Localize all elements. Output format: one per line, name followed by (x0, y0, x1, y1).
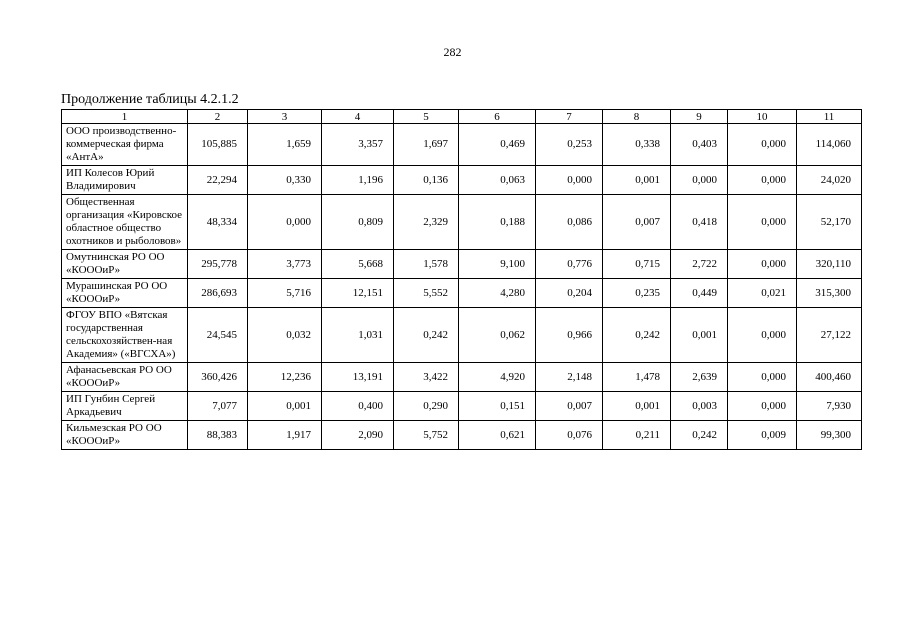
table-row (62, 195, 862, 250)
value-cell: 0,211 (603, 421, 671, 450)
value-cell: 3,422 (394, 363, 459, 392)
table-row (62, 392, 862, 421)
value-cell: 2,148 (536, 363, 603, 392)
organization-name-cell: Афанасьевская РО ОО «КОООиР» (62, 363, 188, 392)
table-row (62, 124, 862, 166)
value-cell: 0,469 (459, 124, 536, 166)
value-cell: 400,460 (797, 363, 862, 392)
value-cell: 3,357 (322, 124, 394, 166)
value-cell: 4,920 (459, 363, 536, 392)
value-cell: 1,917 (248, 421, 322, 450)
column-header: 10 (728, 110, 797, 124)
column-header: 11 (797, 110, 862, 124)
value-cell: 22,294 (188, 166, 248, 195)
value-cell: 0,063 (459, 166, 536, 195)
column-header: 8 (603, 110, 671, 124)
value-cell: 0,003 (671, 392, 728, 421)
value-cell: 0,449 (671, 279, 728, 308)
value-cell: 0,242 (671, 421, 728, 450)
value-cell: 286,693 (188, 279, 248, 308)
organization-name-cell: Кильмезская РО ОО «КОООиР» (62, 421, 188, 450)
value-cell: 12,151 (322, 279, 394, 308)
table-row (62, 308, 862, 363)
page-number: 282 (443, 45, 462, 59)
column-header: 9 (671, 110, 728, 124)
value-cell: 0,000 (728, 124, 797, 166)
value-cell: 2,329 (394, 195, 459, 250)
value-cell: 1,478 (603, 363, 671, 392)
value-cell: 315,300 (797, 279, 862, 308)
value-cell: 0,000 (536, 166, 603, 195)
value-cell: 5,668 (322, 250, 394, 279)
value-cell: 0,290 (394, 392, 459, 421)
value-cell: 0,242 (394, 308, 459, 363)
value-cell: 0,776 (536, 250, 603, 279)
value-cell: 13,191 (322, 363, 394, 392)
value-cell: 0,000 (728, 195, 797, 250)
value-cell: 1,031 (322, 308, 394, 363)
value-cell: 2,090 (322, 421, 394, 450)
organization-name-cell: ФГОУ ВПО «Вятская государственная сельскохозяйствен-ная Академия» («ВГСХА») (62, 308, 188, 363)
value-cell: 88,383 (188, 421, 248, 450)
value-cell: 5,716 (248, 279, 322, 308)
value-cell: 0,000 (728, 308, 797, 363)
value-cell: 114,060 (797, 124, 862, 166)
value-cell: 7,077 (188, 392, 248, 421)
value-cell: 12,236 (248, 363, 322, 392)
organization-name-cell: Мурашинская РО ОО «КОООиР» (62, 279, 188, 308)
value-cell: 0,001 (248, 392, 322, 421)
value-cell: 2,639 (671, 363, 728, 392)
organization-name-cell: ИП Колесов Юрий Владимирович (62, 166, 188, 195)
value-cell: 5,552 (394, 279, 459, 308)
table-row (62, 363, 862, 392)
value-cell: 0,253 (536, 124, 603, 166)
value-cell: 0,204 (536, 279, 603, 308)
value-cell: 0,062 (459, 308, 536, 363)
value-cell: 2,722 (671, 250, 728, 279)
table-row (62, 250, 862, 279)
table-row (62, 166, 862, 195)
column-header: 4 (322, 110, 394, 124)
value-cell: 1,196 (322, 166, 394, 195)
value-cell: 0,403 (671, 124, 728, 166)
value-cell: 0,000 (728, 166, 797, 195)
value-cell: 9,100 (459, 250, 536, 279)
value-cell: 0,007 (603, 195, 671, 250)
value-cell: 0,076 (536, 421, 603, 450)
data-table (61, 109, 862, 450)
organization-name-cell: ООО производственно-коммерческая фирма «АнтА» (62, 124, 188, 166)
value-cell: 0,001 (603, 166, 671, 195)
value-cell: 0,032 (248, 308, 322, 363)
value-cell: 4,280 (459, 279, 536, 308)
value-cell: 3,773 (248, 250, 322, 279)
value-cell: 0,000 (671, 166, 728, 195)
value-cell: 0,000 (728, 250, 797, 279)
organization-name-cell: Омутнинская РО ОО «КОООиР» (62, 250, 188, 279)
value-cell: 5,752 (394, 421, 459, 450)
value-cell: 320,110 (797, 250, 862, 279)
value-cell: 295,778 (188, 250, 248, 279)
column-header: 5 (394, 110, 459, 124)
value-cell: 0,809 (322, 195, 394, 250)
value-cell: 0,418 (671, 195, 728, 250)
header-row (62, 110, 862, 124)
value-cell: 99,300 (797, 421, 862, 450)
value-cell: 0,188 (459, 195, 536, 250)
value-cell: 0,001 (671, 308, 728, 363)
value-cell: 1,578 (394, 250, 459, 279)
value-cell: 24,545 (188, 308, 248, 363)
value-cell: 48,334 (188, 195, 248, 250)
value-cell: 27,122 (797, 308, 862, 363)
value-cell: 0,715 (603, 250, 671, 279)
organization-name-cell: ИП Гунбин Сергей Аркадьевич (62, 392, 188, 421)
value-cell: 0,338 (603, 124, 671, 166)
value-cell: 0,007 (536, 392, 603, 421)
table-row (62, 421, 862, 450)
column-header: 3 (248, 110, 322, 124)
table-caption: Продолжение таблицы 4.2.1.2 (61, 92, 239, 107)
value-cell: 0,151 (459, 392, 536, 421)
column-header: 1 (62, 110, 188, 124)
value-cell: 0,000 (248, 195, 322, 250)
value-cell: 0,330 (248, 166, 322, 195)
value-cell: 105,885 (188, 124, 248, 166)
value-cell: 0,009 (728, 421, 797, 450)
column-header: 6 (459, 110, 536, 124)
value-cell: 1,659 (248, 124, 322, 166)
value-cell: 0,966 (536, 308, 603, 363)
table-row (62, 279, 862, 308)
column-header: 7 (536, 110, 603, 124)
value-cell: 0,001 (603, 392, 671, 421)
value-cell: 1,697 (394, 124, 459, 166)
value-cell: 0,136 (394, 166, 459, 195)
value-cell: 360,426 (188, 363, 248, 392)
value-cell: 0,242 (603, 308, 671, 363)
value-cell: 0,000 (728, 363, 797, 392)
value-cell: 0,400 (322, 392, 394, 421)
value-cell: 24,020 (797, 166, 862, 195)
table-body (62, 124, 862, 450)
organization-name-cell: Общественная организация «Кировское областное общество охотников и рыболовов» (62, 195, 188, 250)
column-header: 2 (188, 110, 248, 124)
value-cell: 0,021 (728, 279, 797, 308)
value-cell: 0,086 (536, 195, 603, 250)
value-cell: 0,235 (603, 279, 671, 308)
value-cell: 52,170 (797, 195, 862, 250)
value-cell: 0,000 (728, 392, 797, 421)
value-cell: 7,930 (797, 392, 862, 421)
value-cell: 0,621 (459, 421, 536, 450)
